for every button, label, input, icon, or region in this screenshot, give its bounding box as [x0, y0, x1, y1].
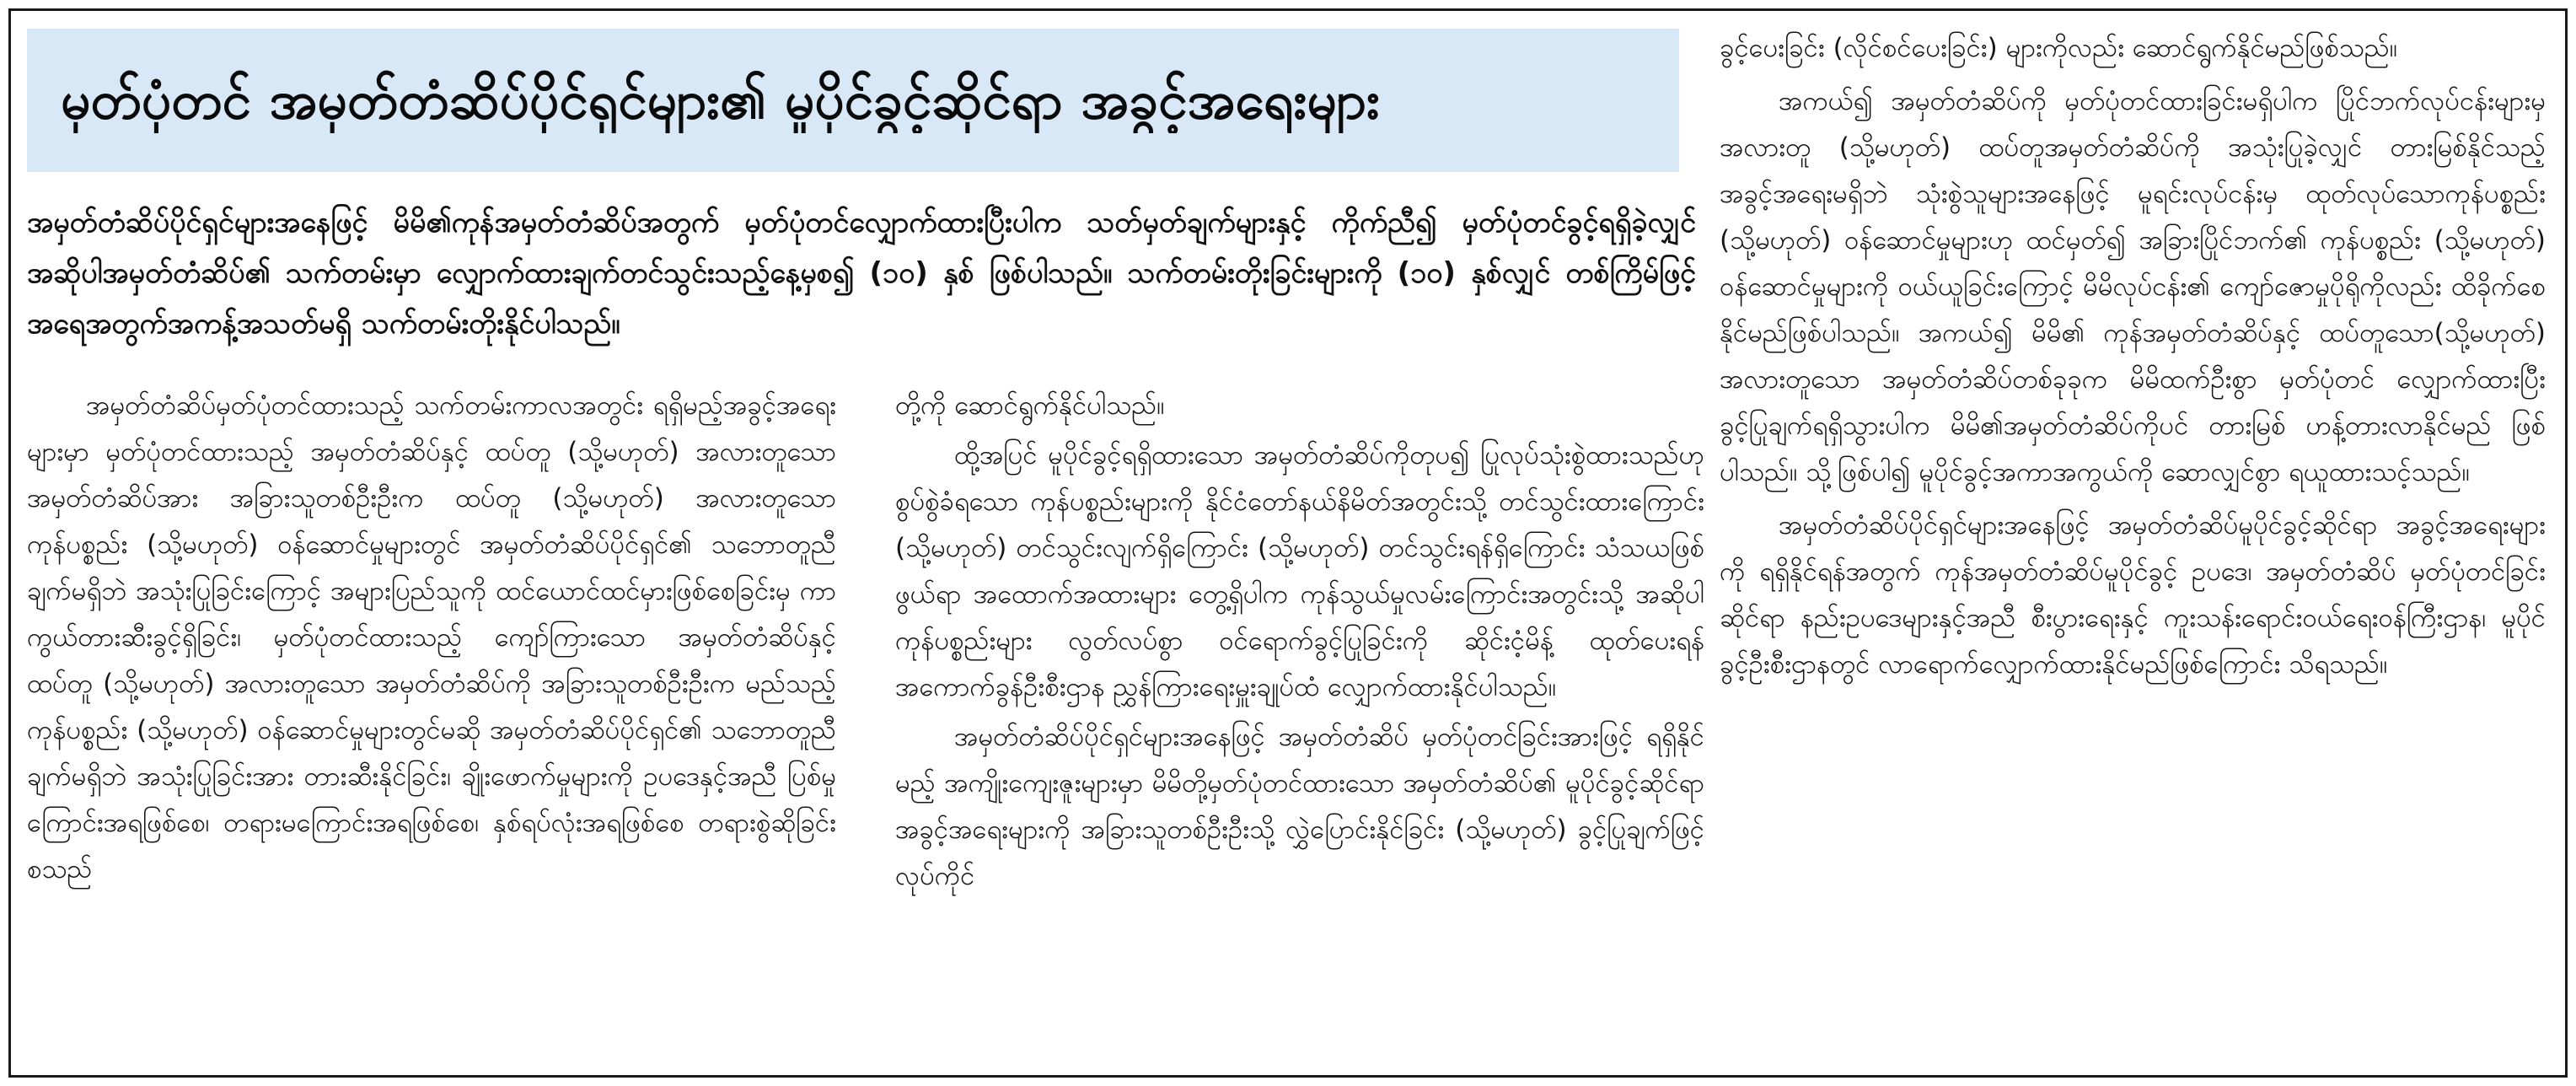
article-headline: မှတ်ပုံတင် အမှတ်တံဆိပ်ပိုင်ရှင်များ၏ မူပိုင်ခွင့်ဆိုင်ရာ အခွင့်အရေးများ [61, 69, 1380, 132]
body-column-1 [27, 383, 836, 1057]
column-2-paragraph-2: ထို့အပြင် မူပိုင်ခွင့်ရရှိထားသော အမှတ်တံဆိပ်ကိုတုပ၍ ပြုလုပ်သုံးစွဲထားသည်ဟု စွပ်စွဲခံရသော ကုန်ပစ္စည်းများကို နိုင်ငံတော်နယ်နိမိတ်အတွင်းသို့ တင်သွင်းထားကြောင်း (သို့မဟုတ်) တင်သွင်းလျက်ရှိကြောင်း (သို့မဟုတ်) တင်သွင်းရန်ရှိကြောင်း သံသယဖြစ်ဖွယ်ရာ အထောက်အထားများ တွေ့ရှိပါက ကုန်သွယ်မှုလမ်းကြောင်းအတွင်းသို့ အဆိုပါကုန်ပစ္စည်းများ လွတ်လပ်စွာ ဝင်ရောက်ခွင့်ပြုခြင်းကို ဆိုင်းငံ့မိန့် ထုတ်ပေးရန် အကောက်ခွန်ဦးစီးဌာန ညွှန်ကြားရေးမှူးချုပ်ထံ လျှောက်ထားနိုင်ပါသည်။ [895, 440, 1704, 702]
column-2-paragraph-3: အမှတ်တံဆိပ်ပိုင်ရှင်များအနေဖြင့် အမှတ်တံဆိပ် မှတ်ပုံတင်ခြင်းအားဖြင့် ရရှိနိုင်မည့် အကျိုးကျေးဇူးများမှာ မိမိတို့မှတ်ပုံတင်ထားသော အမှတ်တံဆိပ်၏ မူပိုင်ခွင့်ဆိုင်ရာ အခွင့်အရေးများကို အခြားသူတစ်ဦးဦးသို့ လွှဲပြောင်းနိုင်ခြင်း (သို့မဟုတ်) ခွင့်ပြုချက်ဖြင့် လုပ်ကိုင် [895, 722, 1704, 891]
body-column-3 [1720, 25, 2546, 1062]
column-1-paragraph-1: အမှတ်တံဆိပ်မှတ်ပုံတင်ထားသည့် သက်တမ်းကာလအတွင်း ရရှိမည့်အခွင့်အရေးများမှာ မှတ်ပုံတင်ထားသည့် အမှတ်တံဆိပ်နှင့် ထပ်တူ (သို့မဟုတ်) အလားတူသော အမှတ်တံဆိပ်အား အခြားသူတစ်ဦးဦးက ထပ်တူ (သို့မဟုတ်) အလားတူသော ကုန်ပစ္စည်း (သို့မဟုတ်) ဝန်ဆောင်မှုများတွင် အမှတ်တံဆိပ်ပိုင်ရှင်၏ သဘောတူညီချက်မရှိဘဲ အသုံးပြုခြင်းကြောင့် အများပြည်သူကို ထင်ယောင်ထင်မှားဖြစ်စေခြင်းမှ ကာကွယ်တားဆီးခွင့်ရှိခြင်း၊ မှတ်ပုံတင်ထားသည့် ကျော်ကြားသော အမှတ်တံဆိပ်နှင့် ထပ်တူ (သို့မဟုတ်) အလားတူသော အမှတ်တံဆိပ်ကို အခြားသူတစ်ဦးဦးက မည်သည့်ကုန်ပစ္စည်း (သို့မဟုတ်) ဝန်ဆောင်မှုများတွင်မဆို အမှတ်တံဆိပ်ပိုင်ရှင်၏ သဘောတူညီချက်မရှိဘဲ အသုံးပြုခြင်းအား တားဆီးနိုင်ခြင်း၊ ချိုးဖောက်မှုများကို ဥပဒေနှင့်အညီ ပြစ်မှုကြောင်းအရဖြစ်စေ၊ တရားမကြောင်းအရဖြစ်စေ၊ နှစ်ရပ်လုံးအရဖြစ်စေ တရားစွဲဆိုခြင်း စသည် [27, 390, 836, 884]
body-column-2 [895, 383, 1704, 1057]
column-3-paragraph-1: ခွင့်ပေးခြင်း (လိုင်စင်ပေးခြင်း) များကိုလည်း ဆောင်ရွက်နိုင်မည်ဖြစ်သည်။ [1720, 33, 2398, 63]
column-3-paragraph-3: အမှတ်တံဆိပ်ပိုင်ရှင်များအနေဖြင့် အမှတ်တံဆိပ်မူပိုင်ခွင့်ဆိုင်ရာ အခွင့်အရေးများကို ရရှိနိုင်ရန်အတွက် ကုန်အမှတ်တံဆိပ်မူပိုင်ခွင့် ဥပဒေ၊ အမှတ်တံဆိပ် မှတ်ပုံတင်ခြင်းဆိုင်ရာ နည်းဥပဒေများနှင့်အညီ စီးပွားရေးနှင့် ကူးသန်းရောင်းဝယ်ရေးဝန်ကြီးဌာန၊ မူပိုင်ခွင့်ဦးစီးဌာနတွင် လာရောက်လျှောက်ထားနိုင်မည်ဖြစ်ကြောင်း သိရသည်။ [1720, 510, 2546, 680]
article-intro: အမှတ်တံဆိပ်ပိုင်ရှင်များအနေဖြင့် မိမိ၏ကုန်အမှတ်တံဆိပ်အတွက် မှတ်ပုံတင်လျှောက်ထားပြီးပါက သတ်မှတ်ချက်များနှင့် ကိုက်ညီ၍ မှတ်ပုံတင်ခွင့်ရရှိခဲ့လျှင် အဆိုပါအမှတ်တံဆိပ်၏ သက်တမ်းမှာ လျှောက်ထားချက်တင်သွင်းသည့်နေ့မှစ၍ (၁၀) နှစ် ဖြစ်ပါသည်။ သက်တမ်းတိုးခြင်းများကို (၁၀) နှစ်လျှင် တစ်ကြိမ်ဖြင့် အရေအတွက်အကန့်အသတ်မရှိ သက်တမ်းတိုးနိုင်ပါသည်။ [27, 206, 1696, 341]
headline-banner [27, 29, 1679, 172]
column-2-paragraph-1: တို့ကို ဆောင်ရွက်နိုင်ပါသည်။ [895, 390, 1165, 421]
article-left-block [19, 20, 1713, 1057]
column-3-paragraph-2: အကယ်၍ အမှတ်တံဆိပ်ကို မှတ်ပုံတင်ထားခြင်းမရှိပါက ပြိုင်ဘက်လုပ်ငန်းများမှ အလားတူ (သို့မဟုတ်) ထပ်တူအမှတ်တံဆိပ်ကို အသုံးပြုခဲ့လျှင် တားမြစ်နိုင်သည့် အခွင့်အရေးမရှိဘဲ သုံးစွဲသူများအနေဖြင့် မူရင်းလုပ်ငန်းမှ ထုတ်လုပ်သောကုန်ပစ္စည်း (သို့မဟုတ်) ဝန်ဆောင်မှုများဟု ထင်မှတ်၍ အခြားပြိုင်ဘက်၏ ကုန်ပစ္စည်း (သို့မဟုတ်) ဝန်ဆောင်မှုများကို ဝယ်ယူခြင်းကြောင့် မိမိလုပ်ငန်း၏ ကျော်ဇောမှုပိုရိုကိုလည်း ထိခိုက်စေနိုင်မည်ဖြစ်ပါသည်။ အကယ်၍ မိမိ၏ ကုန်အမှတ်တံဆိပ်နှင့် ထပ်တူသော(သို့မဟုတ်) အလားတူသော အမှတ်တံဆိပ်တစ်ခုခုက မိမိထက်ဦးစွာ မှတ်ပုံတင် လျှောက်ထားပြီး ခွင့်ပြုချက်ရရှိသွားပါက မိမိ၏အမှတ်တံဆိပ်ကိုပင် တားမြစ် ဟန့်တားလာနိုင်မည် ဖြစ်ပါသည်။ သို့ဖြစ်ပါ၍ မူပိုင်ခွင့်အကာအကွယ်ကို ဆောလျှင်စွာ ရယူထားသင့်သည်။ [1720, 86, 2546, 487]
